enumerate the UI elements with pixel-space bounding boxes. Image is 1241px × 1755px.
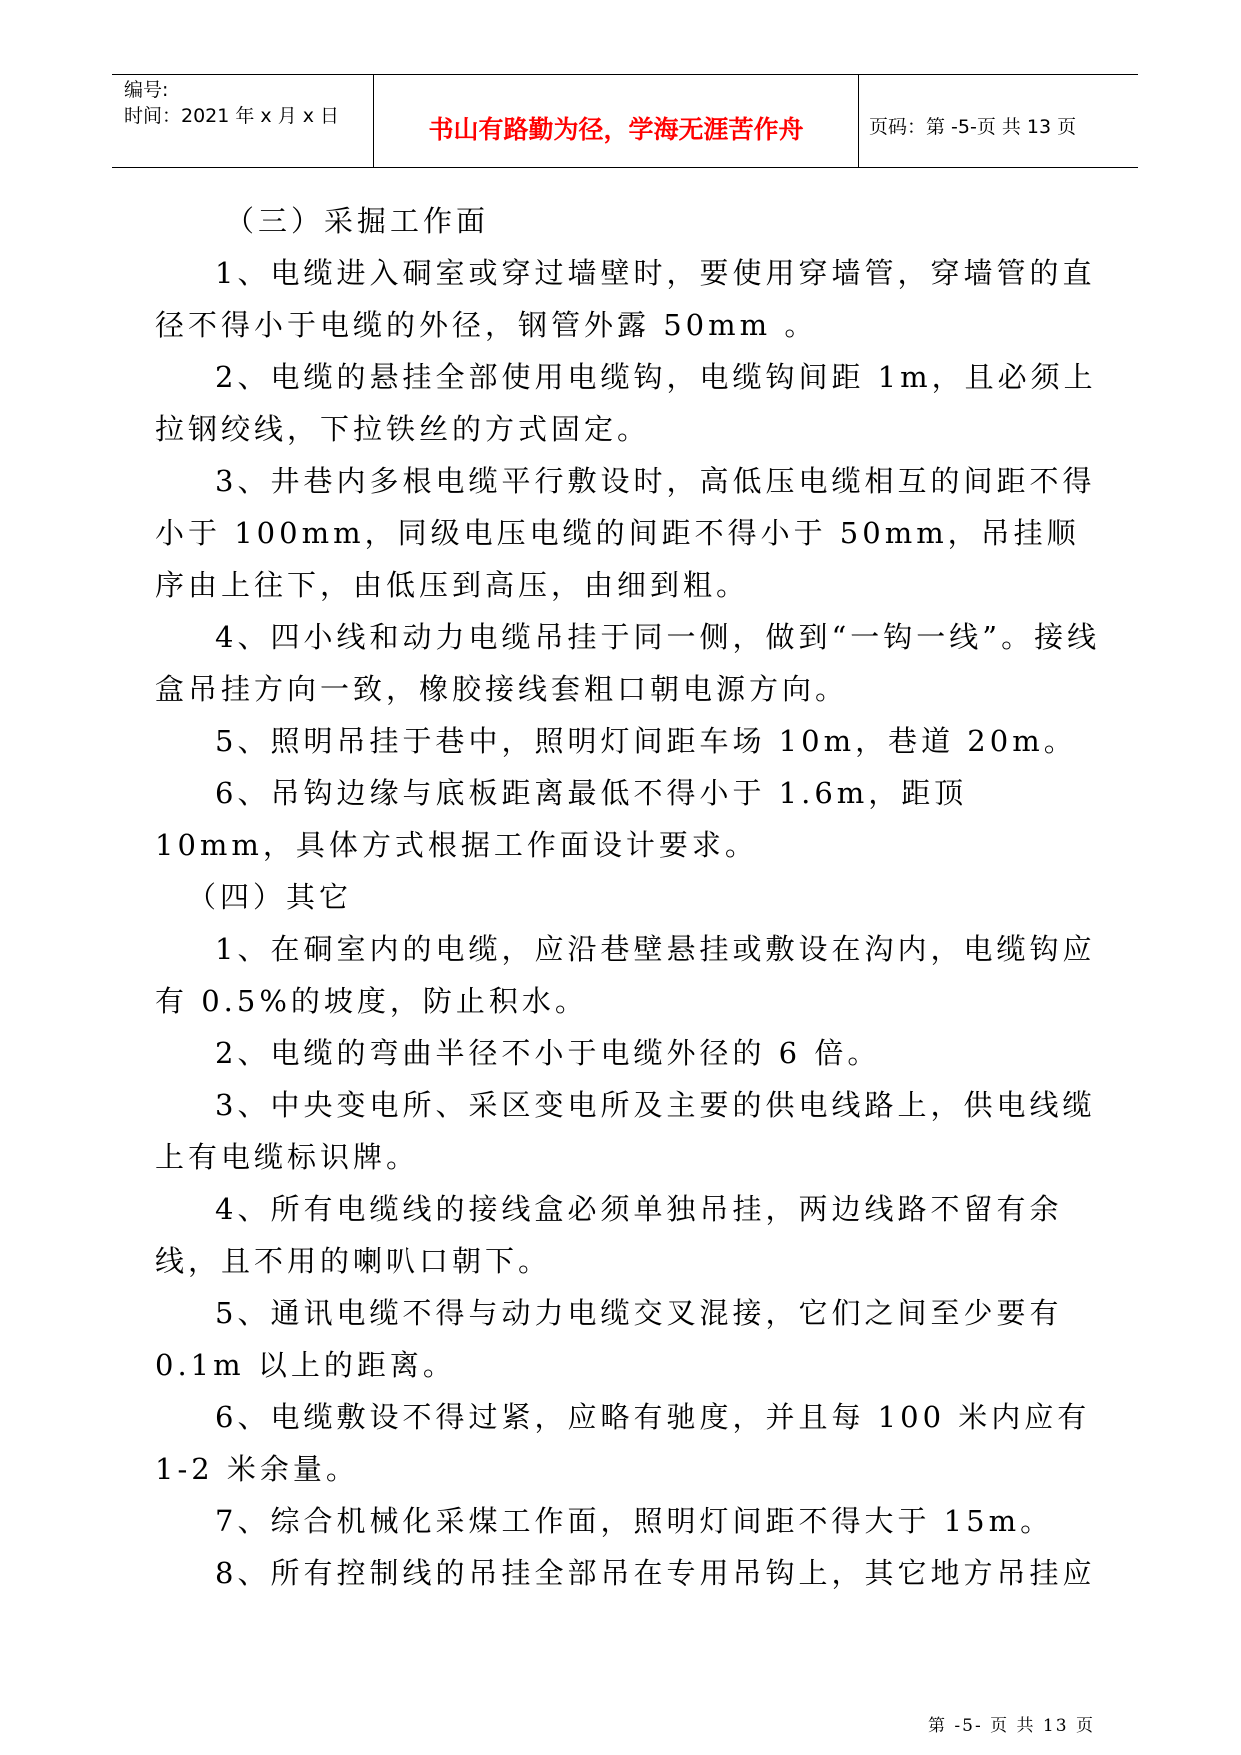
doc-number-label: 编号: [124, 79, 169, 101]
paragraph: 7、综合机械化采煤工作面，照明灯间距不得大于 15m。 [215, 1504, 1054, 1538]
paragraph: 3、中央变电所、采区变电所及主要的供电线路上，供电线缆上有电缆标识牌。 [155, 1088, 1096, 1174]
paragraph: 4、四小线和动力电缆吊挂于同一侧，做到“一钩一线”。接线盒吊挂方向一致，橡胶接线套粗口朝电源方向。 [155, 620, 1101, 706]
page-header [112, 74, 1138, 168]
page-footer: 第 -5- 页 共 13 页 [928, 1716, 1095, 1736]
doc-time-label: 时间：2021 年 x 月 x 日 [124, 105, 340, 127]
paragraph: 2、电缆的悬挂全部使用电缆钩，电缆钩间距 1m，且必须上拉钢绞线，下拉铁丝的方式固定。 [155, 360, 1097, 446]
paragraph: 1、在硐室内的电缆，应沿巷壁悬挂或敷设在沟内，电缆钩应有 0.5%的坡度，防止积水。 [155, 932, 1096, 1018]
paragraph: 5、照明吊挂于巷中，照明灯间距车场 10m，巷道 20m。 [215, 724, 1077, 758]
paragraph: 6、吊钩边缘与底板距离最低不得小于 1.6m，距顶 10mm，具体方式根据工作面设计要求。 [155, 776, 968, 862]
paragraph: 2、电缆的弯曲半径不小于电缆外径的 6 倍。 [215, 1036, 881, 1070]
paragraph: 3、井巷内多根电缆平行敷设时，高低压电缆相互的间距不得小于 100mm，同级电压电缆的间距不得小于 50mm，吊挂顺序由上往下，由低压到高压，由细到粗。 [155, 464, 1096, 602]
paragraph: 5、通讯电缆不得与动力电缆交叉混接，它们之间至少要有 0.1m 以上的距离。 [155, 1296, 1063, 1382]
document-body [155, 195, 1105, 1599]
header-motto: 书山有路勤为径，学海无涯苦作舟 [374, 75, 859, 167]
header-meta [112, 75, 374, 167]
header-page-info: 页码：第 -5-页 共 13 页 [869, 115, 1077, 138]
paragraph: 4、所有电缆线的接线盒必须单独吊挂，两边线路不留有余线，且不用的喇叭口朝下。 [155, 1192, 1063, 1278]
section-title: （四）其它 [187, 880, 353, 914]
paragraph: 1、电缆进入硐室或穿过墙壁时，要使用穿墙管，穿墙管的直径不得小于电缆的外径，钢管外露 50mm 。 [155, 256, 1096, 342]
paragraph: 6、电缆敷设不得过紧，应略有驰度，并且每 100 米内应有 1-2 米余量。 [155, 1400, 1091, 1486]
paragraph: 8、所有控制线的吊挂全部吊在专用吊钩上，其它地方吊挂应 [215, 1556, 1096, 1590]
section-title: （三）采掘工作面 [225, 204, 490, 238]
